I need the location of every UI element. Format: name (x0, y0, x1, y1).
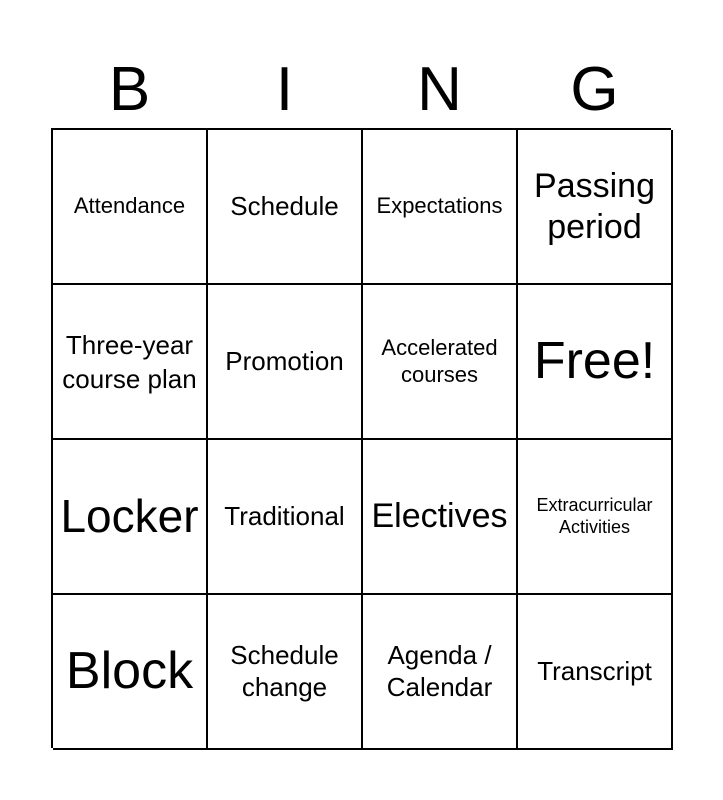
bingo-cell[interactable] (363, 285, 518, 440)
cell-label: Schedule change (230, 640, 339, 702)
header-letter-i: I (275, 55, 294, 124)
cell-label: Attendance (73, 193, 186, 219)
cell-label: Promotion (225, 345, 344, 376)
cell-label: Schedule (230, 190, 339, 221)
bingo-board (51, 128, 671, 748)
bingo-cell[interactable] (363, 440, 518, 595)
bingo-cell[interactable] (208, 130, 363, 285)
bingo-cell[interactable] (518, 440, 673, 595)
bingo-cell-free[interactable] (518, 285, 673, 440)
cell-label: Agenda / Calendar (386, 640, 493, 702)
bingo-cell[interactable] (53, 285, 208, 440)
bingo-cell[interactable] (518, 595, 673, 750)
cell-label: Free! (533, 332, 656, 391)
header-letter-g: G (570, 55, 619, 124)
bingo-cell[interactable] (363, 130, 518, 285)
bingo-cell[interactable] (53, 595, 208, 750)
cell-label: Accelerated courses (381, 335, 498, 387)
cell-label: Expectations (376, 193, 503, 219)
bingo-cell[interactable] (208, 595, 363, 750)
bingo-cell[interactable] (518, 130, 673, 285)
cell-label: Three-year course plan (62, 329, 197, 394)
cell-label: Transcript (537, 655, 652, 686)
cell-label: Locker (60, 489, 199, 542)
cell-label: Traditional (224, 500, 345, 531)
bingo-cell[interactable] (208, 440, 363, 595)
cell-label: Passing period (534, 166, 655, 246)
cell-label: Electives (371, 497, 508, 536)
header-letter-b: B (108, 55, 151, 124)
bingo-header (52, 55, 672, 125)
cell-label: Extracurricular Activities (536, 494, 653, 537)
bingo-cell[interactable] (53, 130, 208, 285)
bingo-cell[interactable] (53, 440, 208, 595)
cell-label: Block (65, 642, 194, 701)
bingo-cell[interactable] (208, 285, 363, 440)
header-letter-n: N (417, 55, 462, 124)
bingo-cell[interactable] (363, 595, 518, 750)
